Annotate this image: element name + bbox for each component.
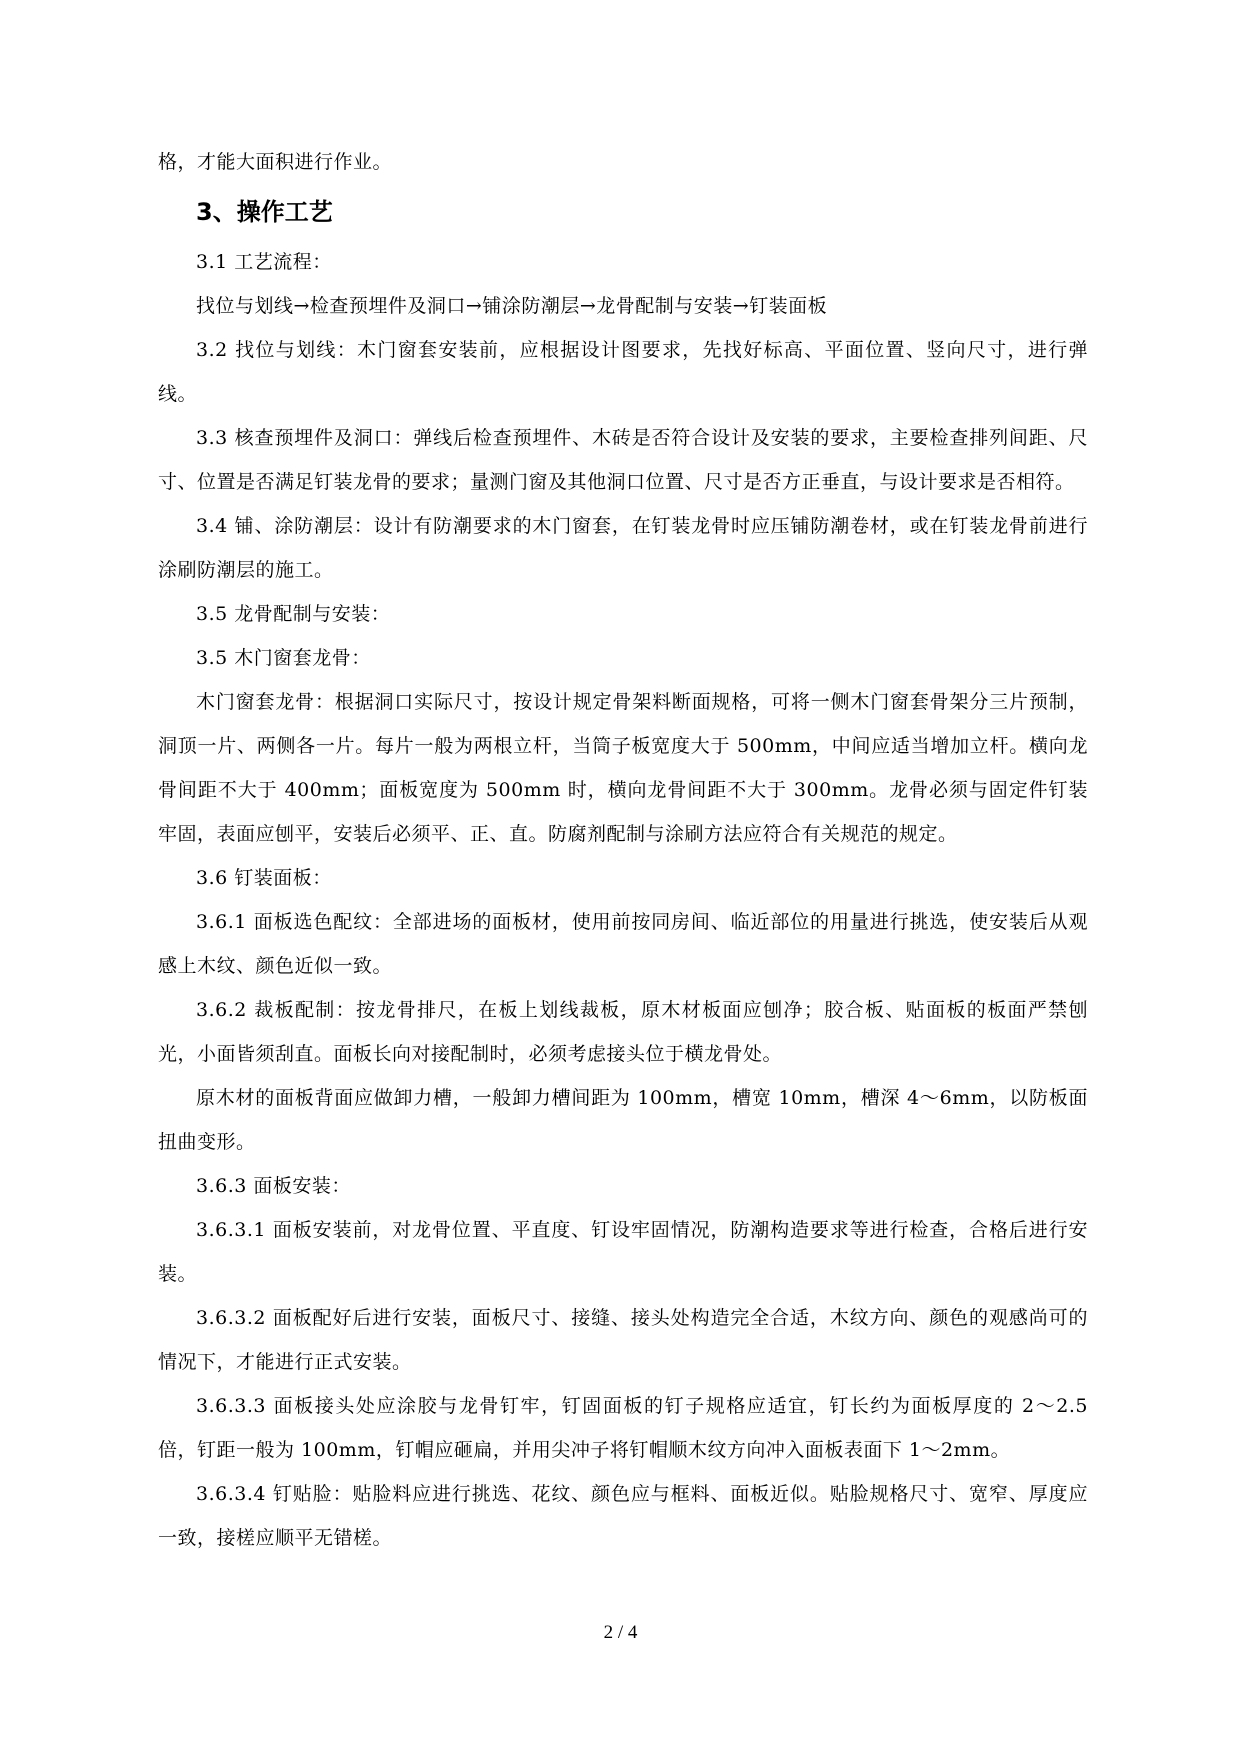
document-body: [158, 140, 1088, 1560]
paragraph: 3.6.1 面板选色配纹：全部进场的面板材，使用前按同房间、临近部位的用量进行挑选，使安装后从观感上木纹、颜色近似一致。: [158, 911, 1088, 977]
paragraph: 3.6.3.4 钉贴脸：贴脸料应进行挑选、花纹、颜色应与框料、面板近似。贴脸规格尺寸、宽窄、厚度应一致，接槎应顺平无错槎。: [158, 1483, 1088, 1549]
paragraph: 3.1 工艺流程：: [196, 251, 332, 273]
paragraph: 3.6.2 裁板配制：按龙骨排尺，在板上划线裁板，原木材板面应刨净；胶合板、贴面板的板面严禁刨光，小面皆须刮直。面板长向对接配制时，必须考虑接头位于横龙骨处。: [158, 999, 1088, 1065]
paragraph: 3.3 核查预埋件及洞口：弹线后检查预埋件、木砖是否符合设计及安装的要求，主要检查排列间距、尺寸、位置是否满足钉装龙骨的要求；量测门窗及其他洞口位置、尺寸是否方正垂直，与设计要求是否相符。: [158, 427, 1088, 493]
paragraph: 3.6.3.2 面板配好后进行安装，面板尺寸、接缝、接头处构造完全合适，木纹方向、颜色的观感尚可的情况下，才能进行正式安装。: [158, 1307, 1088, 1373]
paragraph: 3.2 找位与划线：木门窗套安装前，应根据设计图要求，先找好标高、平面位置、竖向尺寸，进行弹线。: [158, 339, 1088, 405]
paragraph: 3.6.3 面板安装：: [196, 1175, 351, 1197]
paragraph: 3.6.3.3 面板接头处应涂胶与龙骨钉牢，钉固面板的钉子规格应适宜，钉长约为面板厚度的 2～2.5 倍，钉距一般为 100mm，钉帽应砸扁，并用尖冲子将钉帽顺木纹方向冲入面板表面下 1～2mm。: [158, 1395, 1088, 1461]
paragraph: 3.4 铺、涂防潮层：设计有防潮要求的木门窗套，在钉装龙骨时应压铺防潮卷材，或在钉装龙骨前进行涂刷防潮层的施工。: [158, 515, 1088, 581]
paragraph: 3.6.3.1 面板安装前，对龙骨位置、平直度、钉设牢固情况，防潮构造要求等进行检查，合格后进行安装。: [158, 1219, 1088, 1285]
paragraph: 木门窗套龙骨：根据洞口实际尺寸，按设计规定骨架料断面规格，可将一侧木门窗套骨架分三片预制，洞顶一片、两侧各一片。每片一般为两根立杆，当筒子板宽度大于 500mm，中间应适当增加立杆。横向龙骨间距不大于 400mm；面板宽度为 500mm 时，横向龙骨间距不大于 300mm。龙骨必须与固定件钉装牢固，表面应刨平，安装后必须平、正、直。防腐剂配制与涂刷方法应符合有关规范的规定。: [158, 691, 1088, 845]
paragraph: 原木材的面板背面应做卸力槽，一般卸力槽间距为 100mm，槽宽 10mm，槽深 4～6mm，以防板面扭曲变形。: [158, 1087, 1088, 1153]
section-heading: 3、操作工艺: [196, 198, 333, 226]
paragraph: 3.5 木门窗套龙骨：: [196, 647, 371, 669]
paragraph: 3.5 龙骨配制与安装：: [196, 603, 391, 625]
paragraph: 3.6 钉装面板：: [196, 867, 332, 889]
paragraph: 找位与划线→检查预埋件及洞口→铺涂防潮层→龙骨配制与安装→钉装面板: [196, 295, 828, 317]
page-number: 2 / 4: [603, 1622, 638, 1643]
paragraph-continuation: 格，才能大面积进行作业。: [158, 151, 393, 173]
